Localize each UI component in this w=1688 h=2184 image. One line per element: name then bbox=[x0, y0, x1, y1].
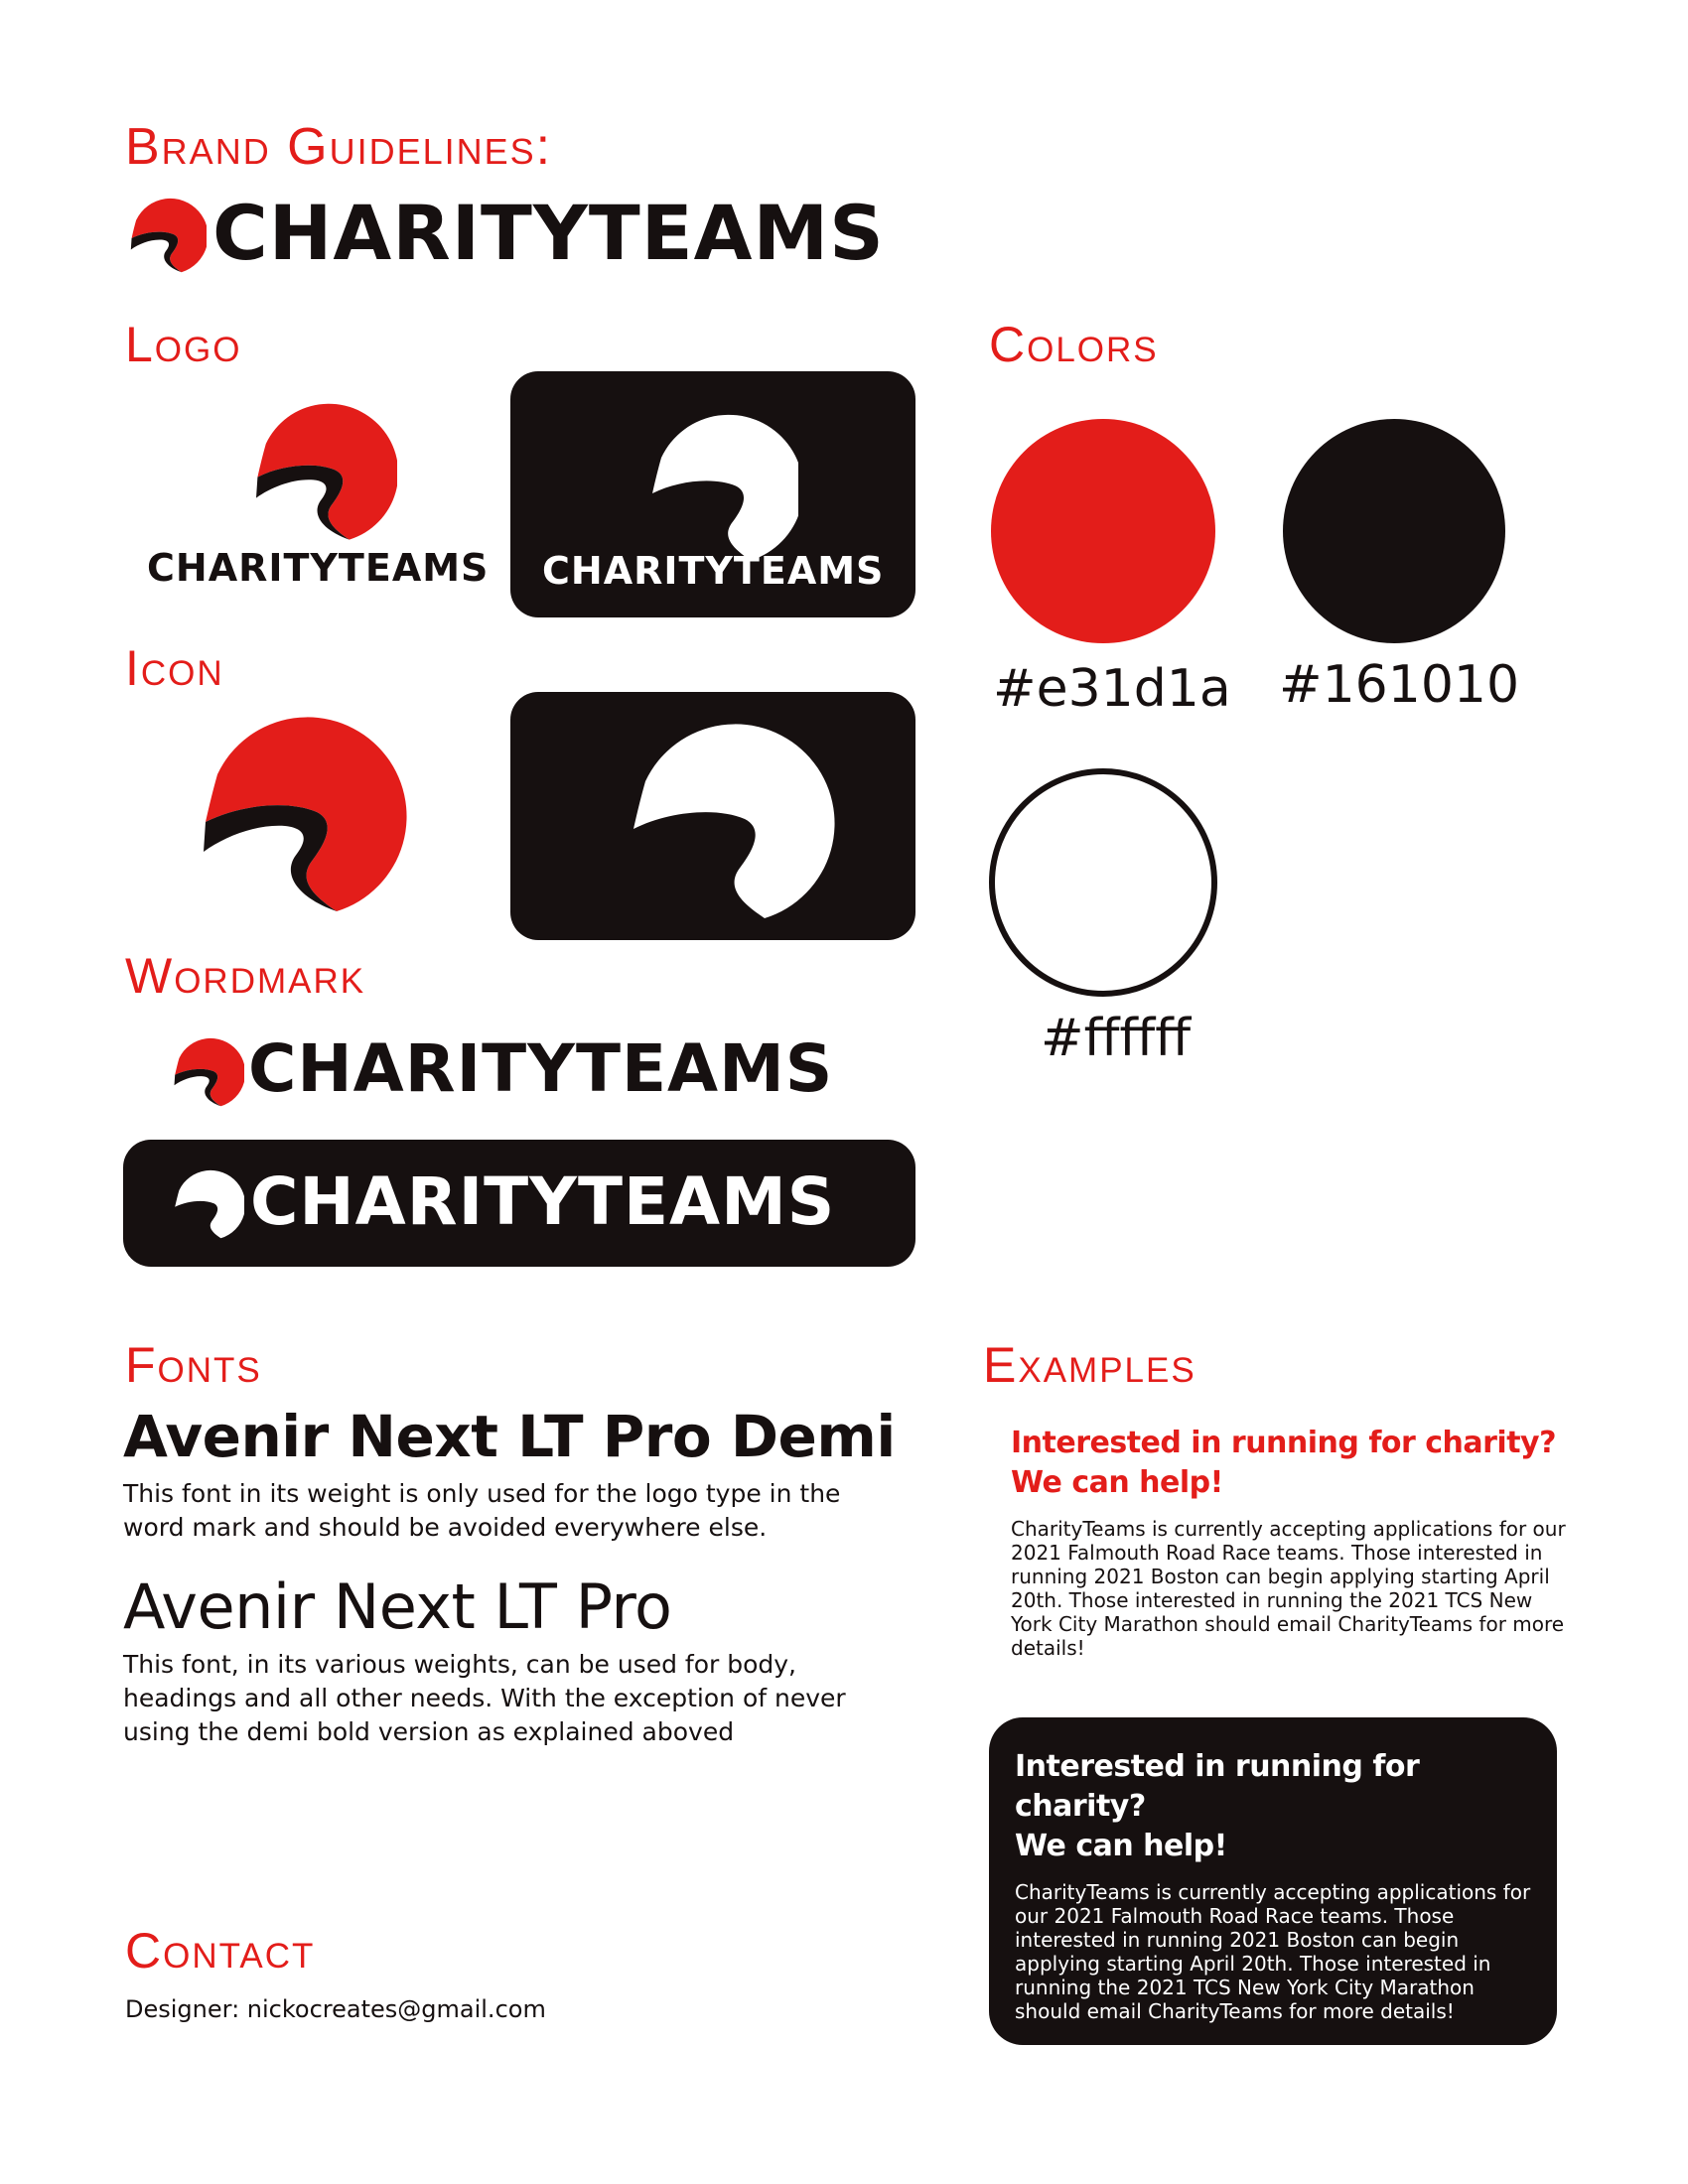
logo-dark-icon bbox=[637, 413, 798, 562]
example-dark-body: CharityTeams is currently accepting applications for our 2021 Falmouth Road Race teams. Those interested in running 2021 Boston can begin applying starting April 20th. Those interested in running the 2021 TCS New York City Marathon should email CharityTeams for more details! bbox=[1015, 1880, 1531, 2023]
example-light-body: CharityTeams is currently accepting applications for our 2021 Falmouth Road Race teams. Those interested in running 2021 Boston can begin applying starting April 20th. Those interested in running the 2021 TCS New York City Marathon should email CharityTeams for more details! bbox=[1011, 1517, 1566, 1660]
example-dark-headline-line1: Interested in running for charity? bbox=[1015, 1749, 1420, 1824]
wordmark-heading: Wordmark bbox=[125, 948, 366, 1004]
wordmark-light bbox=[167, 1032, 882, 1112]
logo-dark-box bbox=[510, 371, 915, 617]
icon-light bbox=[179, 715, 407, 913]
color-swatch-red bbox=[991, 419, 1215, 643]
color-label-black: #161010 bbox=[1279, 655, 1520, 715]
page-title: Brand Guidelines: bbox=[125, 118, 553, 176]
logo-light-text: CHARITYTEAMS bbox=[147, 546, 490, 590]
font-regular-name: Avenir Next LT Pro bbox=[123, 1570, 672, 1643]
example-light-headline-line1: Interested in running for charity? bbox=[1011, 1426, 1556, 1460]
colors-heading: Colors bbox=[989, 317, 1159, 372]
header-wordmark-icon bbox=[123, 198, 207, 273]
example-dark bbox=[1015, 1747, 1531, 2023]
example-dark-box bbox=[989, 1717, 1557, 2045]
header-wordmark bbox=[123, 189, 898, 277]
color-label-red: #e31d1a bbox=[993, 659, 1231, 719]
example-light-headline bbox=[1011, 1424, 1567, 1503]
color-swatch-white bbox=[989, 768, 1217, 997]
wordmark-light-text: CHARITYTEAMS bbox=[248, 1030, 834, 1107]
logo-light-icon bbox=[240, 402, 397, 541]
icon-dark-box bbox=[510, 692, 915, 940]
example-light bbox=[1011, 1424, 1567, 1660]
example-light-headline-line2: We can help! bbox=[1011, 1465, 1223, 1500]
examples-heading: Examples bbox=[983, 1337, 1196, 1393]
fonts-heading: Fonts bbox=[125, 1337, 262, 1393]
logo-light bbox=[145, 402, 492, 591]
example-dark-headline-line2: We can help! bbox=[1015, 1829, 1227, 1863]
font-regular-description: This font, in its various weights, can be used for body, headings and all other needs. With the exception of never using the demi bold version as explained aboved bbox=[123, 1650, 846, 1746]
color-label-white: #ffffff bbox=[1041, 1009, 1192, 1068]
wordmark-dark-icon bbox=[167, 1169, 244, 1239]
wordmark-dark-text: CHARITYTEAMS bbox=[250, 1163, 836, 1240]
logo-dark-text: CHARITYTEAMS bbox=[542, 549, 885, 593]
contact-heading: Contact bbox=[125, 1923, 316, 1979]
logo-heading: Logo bbox=[125, 317, 242, 372]
example-dark-headline bbox=[1015, 1747, 1531, 1866]
icon-dark-icon bbox=[606, 722, 836, 920]
contact-designer: Designer: nickocreates@gmail.com bbox=[125, 1995, 546, 2023]
wordmark-light-icon bbox=[167, 1037, 244, 1107]
wordmark-dark-box bbox=[123, 1140, 915, 1267]
font-demi-name: Avenir Next LT Pro Demi bbox=[123, 1403, 896, 1470]
font-demi-description: This font in its weight is only used for the logo type in the word mark and should be avoided everywhere else. bbox=[123, 1479, 841, 1542]
icon-heading: Icon bbox=[125, 640, 224, 696]
color-swatch-black bbox=[1283, 419, 1505, 643]
header-wordmark-text: CHARITYTEAMS bbox=[212, 189, 885, 277]
